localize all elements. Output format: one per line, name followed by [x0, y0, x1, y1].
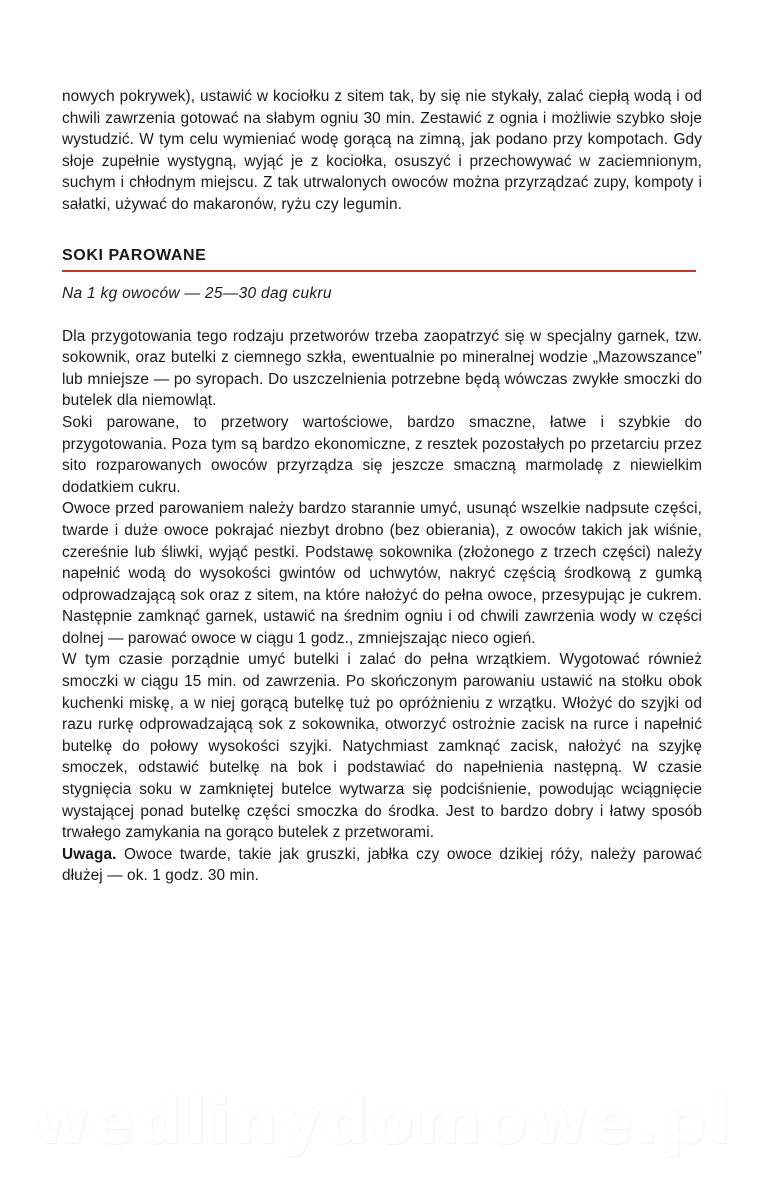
note-label: Uwaga.	[62, 845, 117, 863]
watermark: wedlinydomowe.pl	[32, 1085, 734, 1158]
section-body	[62, 326, 702, 887]
note-text: Owoce twarde, takie jak gruszki, jabłka czy owoce dzikiej róży, należy parować dłużej — ok. 1 godz. 30 min.	[62, 845, 702, 885]
body-paragraph: Owoce przed parowaniem należy bardzo starannie umyć, usunąć wszelkie nadpsute części, twarde i duże owoce pokrajać niezbyt drobno (bez obierania), z owoców takich jak wiśnie, czereśnie lub śliwki, wyjąć pestki. Podstawę sokownika (złożonego z trzech części) należy napełnić wodą do wysokości gwintów od uchwytów, nakryć częścią środkową z gumką odprowadzającą sok oraz z sitem, na które nałożyć do pełna owoce, przesypując je cukrem. Następnie zamknąć garnek, ustawić na średnim ogniu i od chwili zawrzenia wody w części dolnej — parować owoce w ciągu 1 godz., zmniejszając nieco ogień.	[62, 500, 702, 647]
body-paragraph: Soki parowane, to przetwory wartościowe, bardzo smaczne, łatwe i szybkie do przygotowania. Poza tym są bardzo ekonomiczne, z resztek pozostałych po przetarciu przez sito rozparowanych owoców przyrządza się jeszcze smaczną marmoladę z niewielkim dodatkiem cukru.	[62, 413, 702, 496]
note-paragraph	[62, 844, 702, 887]
body-paragraph: W tym czasie porządnie umyć butelki i zalać do pełna wrzątkiem. Wygotować również smoczki w ciągu 15 min. od zawrzenia. Po skończonym parowaniu ustawić na stołku obok kuchenki miskę, a w niej gorącą butelkę tuż po opróżnieniu z wrzątku. Włożyć do szyjki od razu rurkę odprowadzającą sok z sokownika, otworzyć ostrożnie zacisk na rurce i napełnić butelkę do połowy wysokości szyjki. Natychmiast zamknąć zacisk, nałożyć na szyjkę smoczek, odstawić butelkę na bok i podstawiać do napełnienia następną. W czasie stygnięcia soku w zamkniętej butelce wytwarza się podciśnienie, powodując wciągnięcie wystającej ponad butelkę części smoczka do środka. Jest to bardzo dobry i łatwy sposób trwałego zamykania na gorąco butelek z przetworami.	[62, 651, 702, 842]
section-title: SOKI PAROWANE	[62, 246, 207, 264]
body-paragraph: Dla przygotowania tego rodzaju przetworów trzeba zaopatrzyć się w specjalny garnek, tzw. sokownik, oraz butelki z ciemnego szkła, ewentualnie po mineralnej wodzie „Mazowszance” lub mniejsze — po syropach. Do uszczelnienia potrzebne będą wówczas zwykłe smoczki do butelek dla niemowląt.	[62, 327, 702, 410]
page-content	[62, 86, 702, 887]
section-divider	[62, 270, 696, 272]
recipe-proportions: Na 1 kg owoców — 25—30 dag cukru	[62, 284, 332, 302]
intro-paragraph: nowych pokrywek), ustawić w kociołku z sitem tak, by się nie stykały, zalać ciepłą wodą i od chwili zawrzenia gotować na słabym ogniu 30 min. Zestawić z ognia i możliwie szybko słoje wystudzić. W tym celu wymieniać wodę gorącą na zimną, jak podano przy kompotach. Gdy słoje zupełnie wystygną, wyjąć je z kociołka, osuszyć i przechowywać w zaciemnionym, suchym i chłodnym miejscu. Z tak utrwalonych owoców można przyrządzać zupy, kompoty i sałatki, używać do makaronów, ryżu czy legumin.	[62, 88, 702, 213]
